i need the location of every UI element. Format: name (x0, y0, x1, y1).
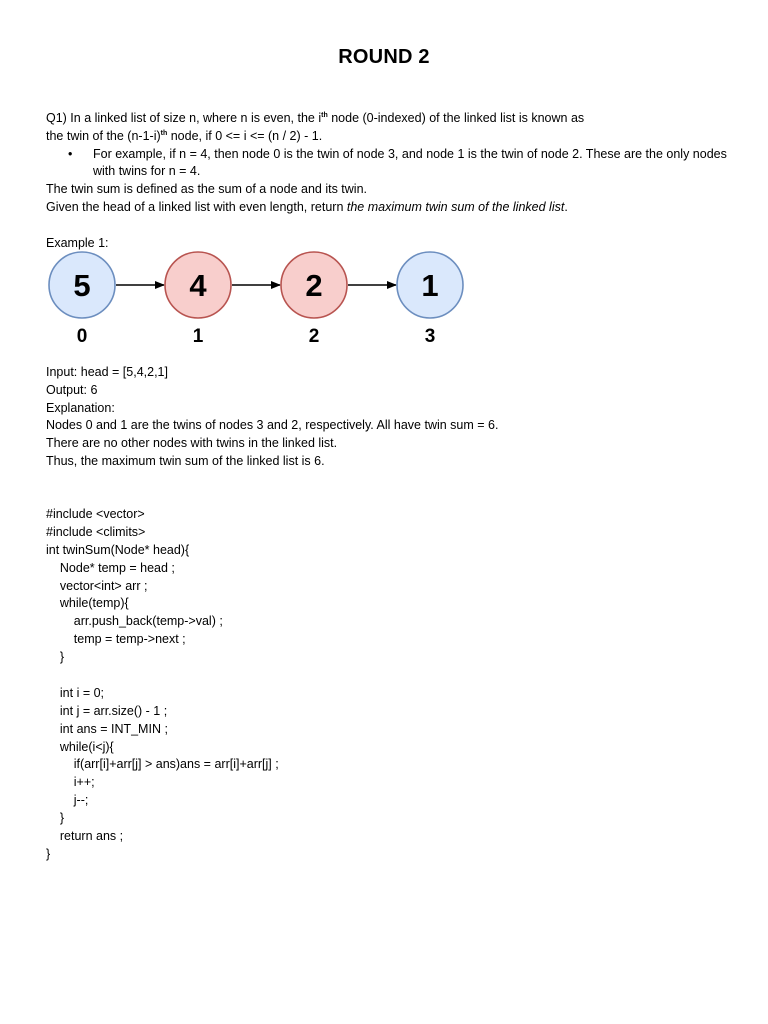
task-statement (46, 198, 736, 216)
code-line: while(temp){ (46, 596, 129, 611)
code-line: } (46, 650, 65, 665)
task-statement-emphasis: the maximum twin sum of the linked list (346, 200, 565, 214)
code-line: if(arr[i]+arr[j] > ans)ans = arr[i]+arr[j] ; (46, 757, 279, 772)
bullet-text: For example, if n = 4, then node 0 is the twin of node 3, and node 1 is the twin of node 2. These are the only nodes with twins for n = 4. (93, 147, 727, 178)
twin-sum-definition: The twin sum is defined as the sum of a node and its twin. (46, 182, 368, 196)
code-line: int twinSum(Node* head){ (46, 542, 190, 557)
code-line: Node* temp = head ; (46, 560, 175, 575)
code-line: i++; (46, 775, 95, 790)
code-line: int i = 0; (46, 685, 105, 700)
code-line: } (46, 846, 51, 861)
explanation-line: There are no other nodes with twins in the linked list. (46, 436, 338, 451)
question-line-2-text-end: node, if 0 <= i <= (n / 2) - 1. (167, 129, 323, 143)
question-line-2-text: the twin of the (n-1-i) (46, 129, 161, 143)
code-line: vector<int> arr ; (46, 578, 148, 593)
code-line: while(i<j){ (46, 739, 114, 754)
page-title: ROUND 2 (338, 46, 430, 68)
code-line: arr.push_back(temp->val) ; (46, 614, 223, 629)
superscript-th: th (321, 112, 328, 119)
question-line-2 (46, 127, 736, 145)
question-intro (46, 109, 736, 145)
code-line: return ans ; (46, 829, 124, 844)
task-statement-text: Given the head of a linked list with even length, return (46, 200, 347, 214)
task-statement-end: . (564, 200, 568, 214)
example-input: Input: head = [5,4,2,1] (46, 365, 168, 379)
code-line: temp = temp->next ; (46, 632, 186, 647)
explanation-line: Nodes 0 and 1 are the twins of nodes 3 and 2, respectively. All have twin sum = 6. (46, 418, 499, 433)
code-line: int ans = INT_MIN ; (46, 721, 168, 736)
code-line: int j = arr.size() - 1 ; (46, 703, 168, 718)
list-node-index: 3 (424, 326, 436, 347)
question-definition (46, 180, 736, 216)
example-label: Example 1: (46, 236, 109, 250)
bullet-icon: • (68, 147, 73, 161)
code-line (46, 667, 736, 685)
example-output: Output: 6 (46, 382, 98, 397)
explanation-label: Explanation: (46, 400, 115, 415)
linked-list-diagram (40, 250, 480, 350)
code-line: j--; (46, 793, 89, 808)
question-line-1-text-end: node (0-indexed) of the linked list is known as (327, 111, 585, 125)
code-line: #include <climits> (46, 524, 146, 539)
code-block (46, 506, 736, 864)
question-line-1 (46, 109, 736, 127)
code-line: } (46, 811, 65, 826)
list-node-index: 0 (76, 326, 88, 347)
list-node-index: 2 (308, 326, 320, 347)
list-node-index: 1 (192, 326, 204, 347)
list-node-value: 5 (73, 268, 91, 303)
example-io (46, 364, 736, 471)
superscript-th: th (160, 130, 168, 137)
list-node-value: 4 (189, 268, 207, 303)
explanation-line: Thus, the maximum twin sum of the linked list is 6. (46, 453, 325, 468)
question-line-1-text: Q1) In a linked list of size n, where n is even, the i (46, 111, 322, 125)
list-node-value: 1 (421, 268, 439, 303)
code-line: #include <vector> (46, 507, 145, 521)
list-node-value: 2 (305, 268, 323, 303)
